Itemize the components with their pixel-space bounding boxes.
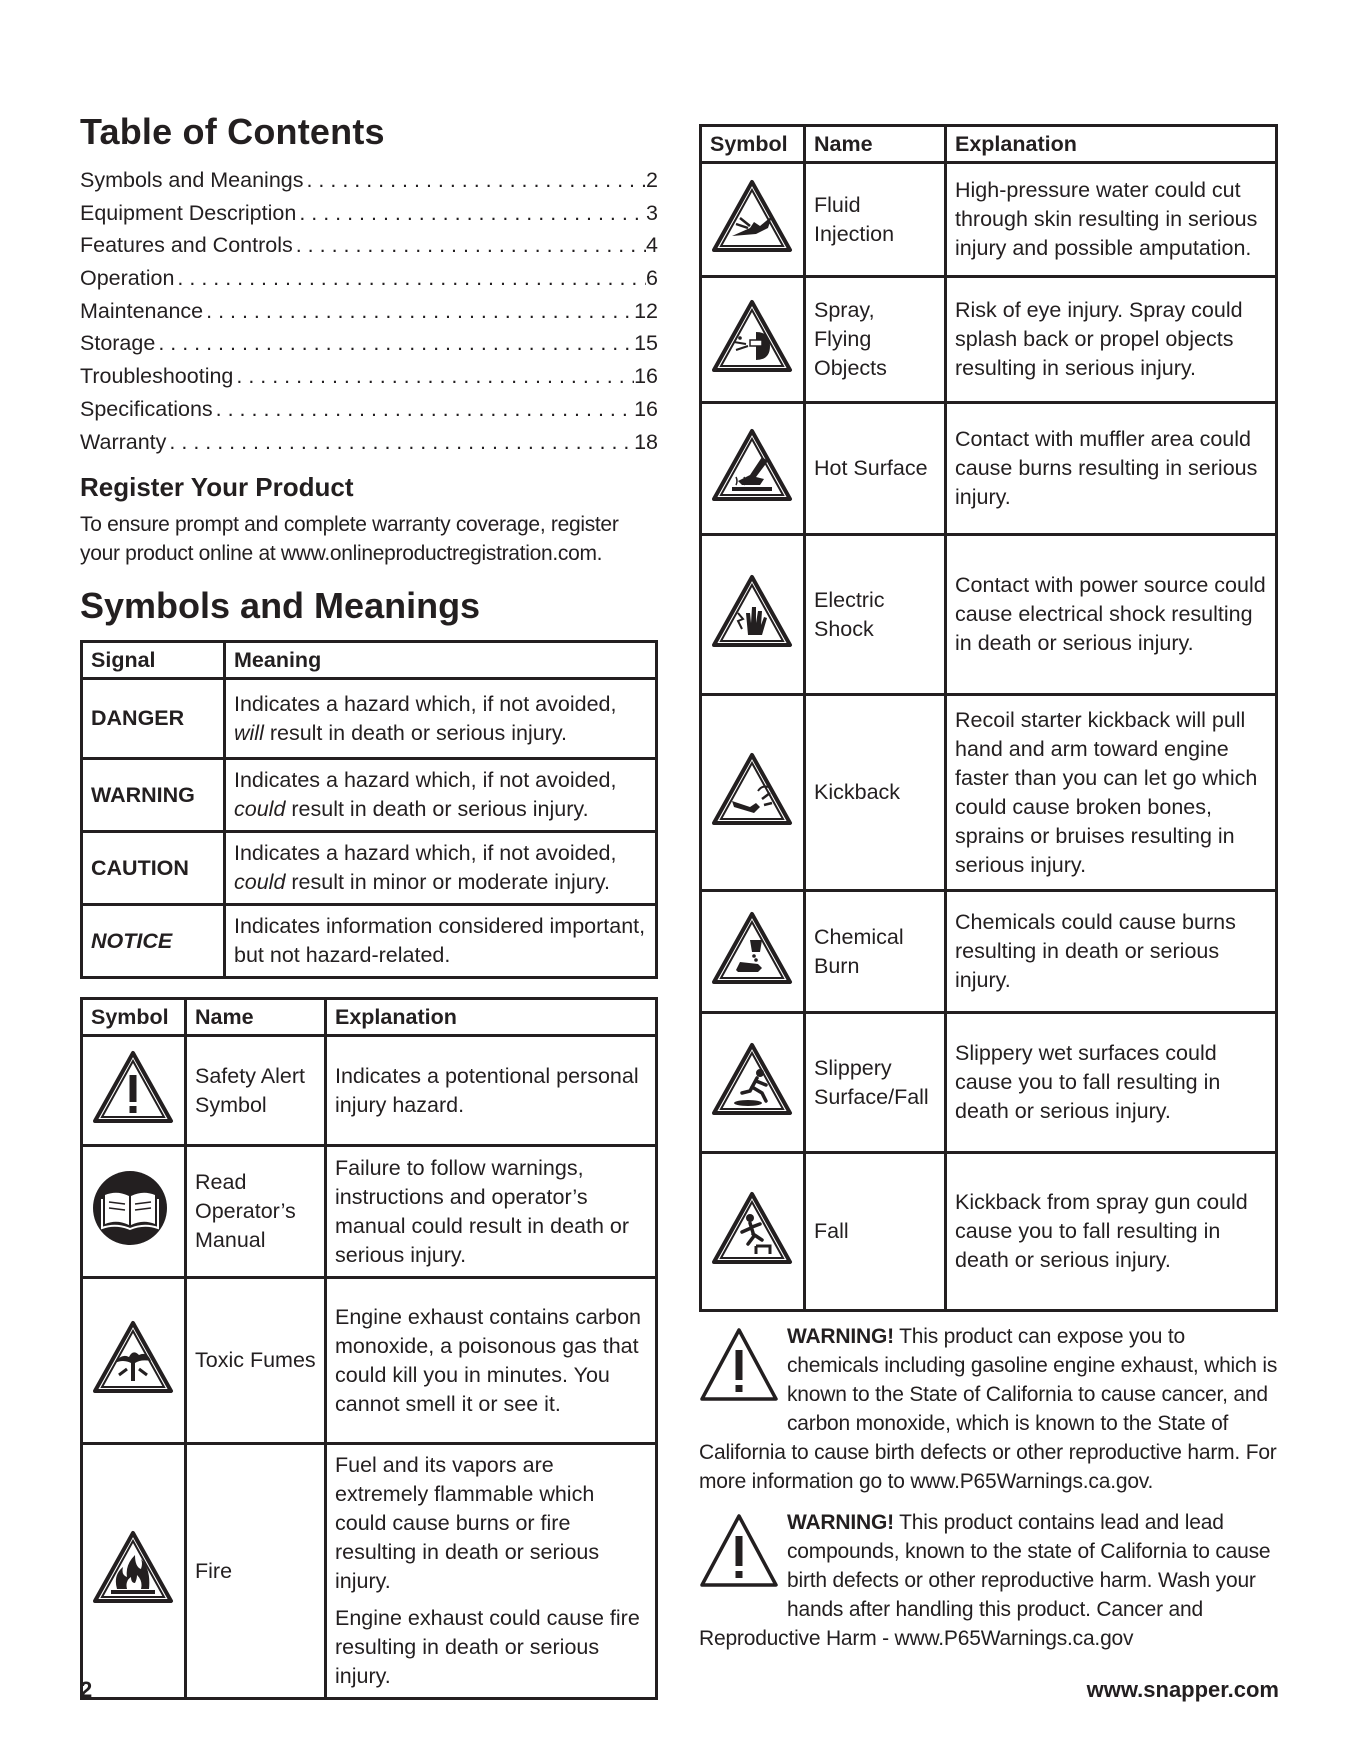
symbol-name: Spray, Flying Objects bbox=[805, 277, 946, 403]
toc-list bbox=[80, 164, 658, 458]
symbol-name: Read Operator’s Manual bbox=[186, 1146, 326, 1278]
symbol-explanation: Slippery wet surfaces could cause you to fall resulting in death or serious injury. bbox=[946, 1013, 1277, 1153]
toc-leader bbox=[233, 360, 634, 393]
fire-icon bbox=[91, 1529, 175, 1605]
toc-entry-page: 18 bbox=[634, 429, 658, 454]
symbol-name: Fluid Injection bbox=[805, 163, 946, 277]
table-row bbox=[82, 832, 657, 905]
symbol-explanation: Contact with muffler area could cause burns resulting in serious injury. bbox=[946, 403, 1277, 535]
table-row bbox=[701, 163, 1277, 277]
toc-leader bbox=[155, 327, 634, 360]
chemical-burn-icon bbox=[710, 910, 794, 986]
toc-entry-title: Equipment Description bbox=[80, 200, 297, 225]
toc-entry-title: Specifications bbox=[80, 396, 213, 421]
meaning-text: Indicates a hazard which, if not avoided, bbox=[234, 691, 617, 716]
signal-word-warning: WARNING bbox=[82, 759, 225, 832]
meaning-emphasis: could bbox=[234, 870, 286, 895]
signal-header: Signal bbox=[82, 642, 225, 679]
toc-entry-title: Troubleshooting bbox=[80, 364, 234, 389]
symbols-title: Symbols and Meanings bbox=[80, 585, 481, 627]
symbol-table-right bbox=[699, 124, 1278, 1312]
table-row bbox=[701, 695, 1277, 891]
name-header: Name bbox=[805, 126, 946, 163]
website-link[interactable]: www.snapper.com bbox=[1086, 1677, 1279, 1702]
meaning-text: result in death or serious injury. bbox=[263, 720, 567, 745]
table-row bbox=[701, 891, 1277, 1013]
symbol-header: Symbol bbox=[82, 999, 186, 1036]
symbol-explanation bbox=[326, 1444, 657, 1699]
signal-word-caution: CAUTION bbox=[82, 832, 225, 905]
spray-flying-objects-icon bbox=[710, 298, 794, 374]
toc-entry[interactable] bbox=[80, 360, 658, 393]
table-row bbox=[701, 1153, 1277, 1311]
symbol-name: Kickback bbox=[805, 695, 946, 891]
toc-leader bbox=[203, 295, 634, 328]
table-row bbox=[82, 679, 657, 759]
toc-entry[interactable] bbox=[80, 295, 658, 328]
table-row bbox=[82, 905, 657, 978]
table-row bbox=[82, 1146, 657, 1278]
table-row bbox=[701, 277, 1277, 403]
symbol-explanation: Contact with power source could cause electrical shock resulting in death or serious injury. bbox=[946, 535, 1277, 695]
toc-leader bbox=[213, 393, 634, 426]
name-header: Name bbox=[186, 999, 326, 1036]
table-row bbox=[82, 1036, 657, 1146]
toc-entry-title: Symbols and Meanings bbox=[80, 168, 304, 192]
toc-entry-page: 12 bbox=[634, 298, 658, 323]
symbol-name: Hot Surface bbox=[805, 403, 946, 535]
meaning-emphasis: will bbox=[234, 720, 264, 745]
symbol-explanation: Chemicals could cause burns resulting in death or serious injury. bbox=[946, 891, 1277, 1013]
warning-label: WARNING! bbox=[787, 1511, 894, 1534]
toc-leader bbox=[303, 164, 646, 197]
symbol-explanation: Failure to follow warnings, instructions and operator’s manual could result in death or serious injury. bbox=[326, 1146, 657, 1278]
toc-entry[interactable] bbox=[80, 229, 658, 262]
symbol-explanation: Risk of eye injury. Spray could splash back or propel objects resulting in serious injury. bbox=[946, 277, 1277, 403]
toc-entry-title: Features and Controls bbox=[80, 233, 293, 258]
symbol-name: Fall bbox=[805, 1153, 946, 1311]
table-row bbox=[82, 1278, 657, 1444]
symbol-table-left bbox=[80, 997, 658, 1700]
signal-meaning bbox=[225, 679, 657, 759]
toc-entry[interactable] bbox=[80, 393, 658, 426]
toc-leader bbox=[296, 197, 646, 230]
signal-meaning bbox=[225, 759, 657, 832]
safety-alert-icon bbox=[91, 1049, 175, 1125]
toc-entry-page: 2 bbox=[646, 168, 658, 192]
explanation-paragraph: Fuel and its vapors are extremely flammable which could cause burns or fire resulting in death or serious injury. bbox=[335, 1453, 600, 1594]
warning-text: This product can expose you to chemicals including gasoline engine exhaust, which is known to the State of California to cause cancer, and carbon monoxide, which is known to the State of California to cause birth defects or other reproductive harm. For more information go to www.P65Warnings.ca.gov. bbox=[699, 1325, 1278, 1493]
signal-word-notice: NOTICE bbox=[82, 905, 225, 978]
warning-triangle-icon bbox=[699, 1512, 779, 1596]
symbol-name: Fire bbox=[186, 1444, 326, 1699]
kickback-icon bbox=[710, 751, 794, 827]
toc-entry-page: 16 bbox=[634, 396, 658, 421]
symbol-name: Chemical Burn bbox=[805, 891, 946, 1013]
meaning-header: Meaning bbox=[225, 642, 657, 679]
symbol-explanation: Recoil starter kickback will pull hand and arm toward engine faster than you can let go which could cause broken bones, sprains or bruises resulting in serious injury. bbox=[946, 695, 1277, 891]
explanation-paragraph: Engine exhaust could cause fire resulting in death or serious injury. bbox=[335, 1606, 640, 1689]
register-title: Register Your Product bbox=[80, 472, 354, 503]
toc-entry-page: 6 bbox=[646, 266, 658, 291]
explanation-header: Explanation bbox=[946, 126, 1277, 163]
meaning-text: result in minor or moderate injury. bbox=[285, 870, 611, 895]
table-row bbox=[701, 535, 1277, 695]
symbol-header: Symbol bbox=[701, 126, 805, 163]
toc-entry-page: 4 bbox=[646, 233, 658, 258]
signal-meaning: Indicates information considered important, but not hazard-related. bbox=[225, 905, 657, 978]
prop65-lead-warning bbox=[699, 1508, 1278, 1653]
warning-text: This product contains lead and lead compounds, known to the state of California to cause birth defects or other reproductive harm. Wash your hands after handling this product. Cancer and Reproductive Harm - www.P65Warnings.ca.gov bbox=[699, 1511, 1271, 1650]
signal-table bbox=[80, 640, 658, 979]
toc-entry[interactable] bbox=[80, 327, 658, 360]
page-number: 2 bbox=[80, 1677, 93, 1702]
toc-leader bbox=[166, 426, 634, 459]
symbol-name: Toxic Fumes bbox=[186, 1278, 326, 1444]
symbol-name: Electric Shock bbox=[805, 535, 946, 695]
electric-shock-icon bbox=[710, 573, 794, 649]
toc-entry-title: Warranty bbox=[80, 429, 167, 454]
table-row bbox=[82, 1444, 657, 1699]
meaning-text: Indicates a hazard which, if not avoided, bbox=[234, 841, 617, 866]
toc-entry-title: Operation bbox=[80, 266, 175, 291]
toc-entry-title: Maintenance bbox=[80, 298, 204, 323]
table-row bbox=[701, 403, 1277, 535]
fluid-injection-icon bbox=[710, 178, 794, 254]
slippery-surface-icon bbox=[710, 1041, 794, 1117]
symbol-explanation: Kickback from spray gun could cause you to fall resulting in death or serious injury. bbox=[946, 1153, 1277, 1311]
fall-icon bbox=[710, 1190, 794, 1266]
meaning-text: result in death or serious injury. bbox=[285, 797, 589, 822]
toc-leader bbox=[174, 262, 646, 295]
toc-leader bbox=[293, 229, 646, 262]
prop65-warning bbox=[699, 1322, 1278, 1496]
toc-entry-page: 15 bbox=[634, 331, 658, 356]
toc-entry-title: Storage bbox=[80, 331, 156, 356]
meaning-text: Indicates a hazard which, if not avoided, bbox=[234, 768, 617, 793]
hot-surface-icon bbox=[710, 427, 794, 503]
meaning-emphasis: could bbox=[234, 797, 286, 822]
toc-entry[interactable] bbox=[80, 426, 658, 459]
right-column bbox=[699, 124, 1278, 1653]
symbol-name: Slippery Surface/Fall bbox=[805, 1013, 946, 1153]
warning-label: WARNING! bbox=[787, 1325, 894, 1348]
read-manual-icon bbox=[91, 1169, 169, 1247]
symbol-explanation: Engine exhaust contains carbon monoxide, a poisonous gas that could kill you in minutes. You cannot smell it or see it. bbox=[326, 1278, 657, 1444]
toxic-fumes-icon bbox=[91, 1319, 175, 1395]
toc-entry-page: 3 bbox=[646, 200, 658, 225]
explanation-header: Explanation bbox=[326, 999, 657, 1036]
toc-title: Table of Contents bbox=[80, 111, 385, 152]
register-text: To ensure prompt and complete warranty coverage, register your product online at www.onlineproductregistration.com. bbox=[80, 513, 619, 566]
symbol-explanation: Indicates a potentional personal injury hazard. bbox=[326, 1036, 657, 1146]
warning-triangle-icon bbox=[699, 1326, 779, 1410]
left-column bbox=[80, 112, 658, 1700]
toc-entry[interactable] bbox=[80, 164, 658, 197]
signal-meaning bbox=[225, 832, 657, 905]
table-row bbox=[82, 759, 657, 832]
toc-entry[interactable] bbox=[80, 262, 658, 295]
signal-word-danger: DANGER bbox=[82, 679, 225, 759]
table-row bbox=[701, 1013, 1277, 1153]
toc-entry-page: 16 bbox=[634, 364, 658, 389]
symbol-explanation: High-pressure water could cut through skin resulting in serious injury and possible amputation. bbox=[946, 163, 1277, 277]
toc-entry[interactable] bbox=[80, 197, 658, 230]
symbol-name: Safety Alert Symbol bbox=[186, 1036, 326, 1146]
